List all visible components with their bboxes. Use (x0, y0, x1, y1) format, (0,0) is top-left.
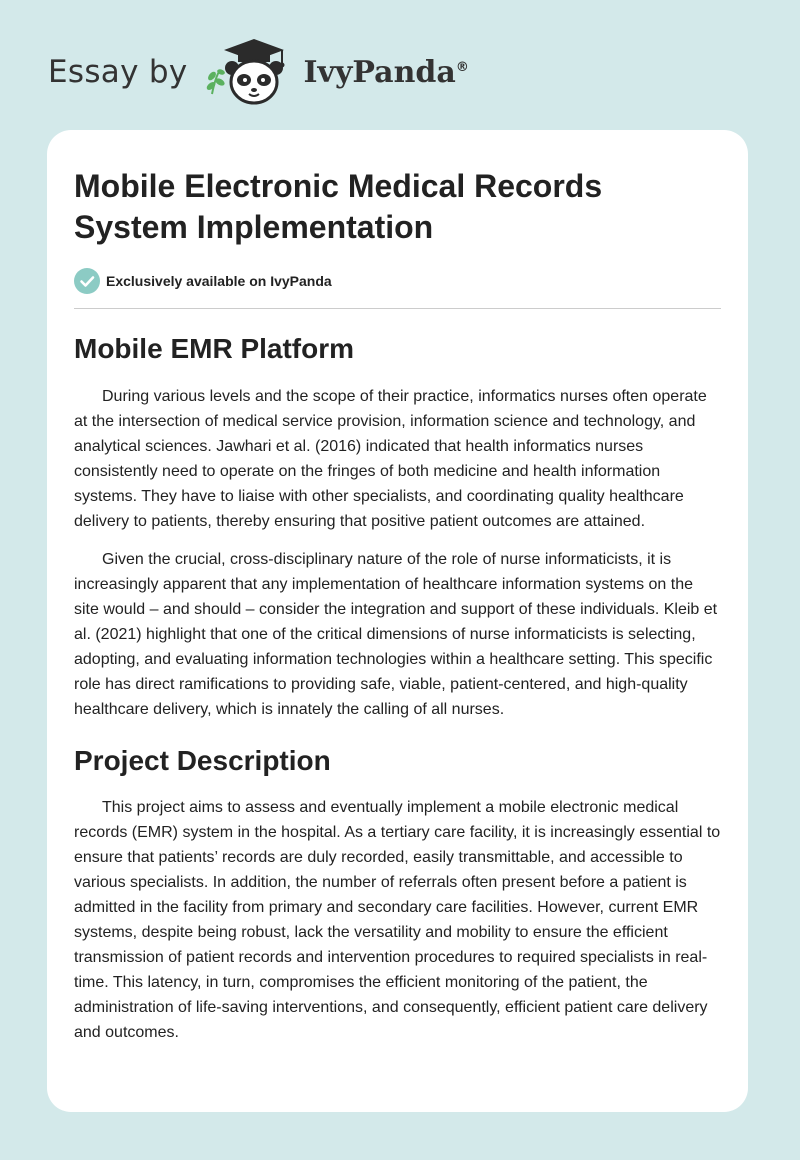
article-title: Mobile Electronic Medical Records System Implementation (74, 168, 603, 245)
brand-prefix: Essay by (48, 54, 188, 90)
section-heading: Mobile EMR Platform (74, 333, 355, 364)
article-card (47, 130, 748, 1112)
paragraph: During various levels and the scope of their practice, informatics nurses often operate at the intersection of medical service provision, information science and technology, and analytical sciences. Jawhari et al. (2016) indicated that health informatics nurses consistently need to operate on the fringes of both medicine and health information systems. They have to liaise with other specialists, and coordinating quality healthcare delivery to patients, thereby ensuring that positive patient outcomes are attained. (74, 388, 707, 530)
panda-graduate-icon (202, 36, 302, 108)
paragraph: This project aims to assess and eventually implement a mobile electronic medical records (EMR) system in the hospital. As a tertiary care facility, it is increasingly essential to ensure that patients’ records are duly recorded, easily transmittable, and accessible to various specialists. In addition, the number of referrals often present before a patient is admitted in the facility from primary and secondary care facilities. However, current EMR systems, despite being robust, lack the versatility and mobility to ensure the efficient transmission of patient records and intervention procedures to required specialists in real-time. This latency, in turn, compromises the efficient monitoring of the patient, the administration of life-saving interventions, and consequently, efficient patient care delivery and outcomes. (74, 799, 721, 1041)
section-heading: Project Description (74, 745, 331, 776)
registered-mark: ® (455, 59, 469, 75)
brand-name-text: IvyPanda (303, 54, 456, 90)
exclusive-badge-text: Exclusively available on IvyPanda (106, 273, 332, 289)
check-circle-icon (74, 268, 100, 294)
paragraph: Given the crucial, cross-disciplinary nature of the role of nurse informaticists, it is increasingly apparent that any implementation of healthcare information systems on the site would – and should – consider the integration and support of these individuals. Kleib et al. (2021) highlight that one of the critical dimensions of nurse informaticists is selecting, adopting, and evaluating information technologies within a healthcare setting. This specific role has direct ramifications to providing safe, viable, patient-centered, and high-quality healthcare delivery, which is innately the calling of all nurses. (74, 551, 718, 718)
brand-name (304, 55, 469, 90)
section-mobile-emr-platform (74, 332, 721, 722)
brand-header[interactable] (48, 36, 469, 108)
exclusive-badge (74, 268, 721, 309)
section-project-description (74, 744, 721, 1045)
